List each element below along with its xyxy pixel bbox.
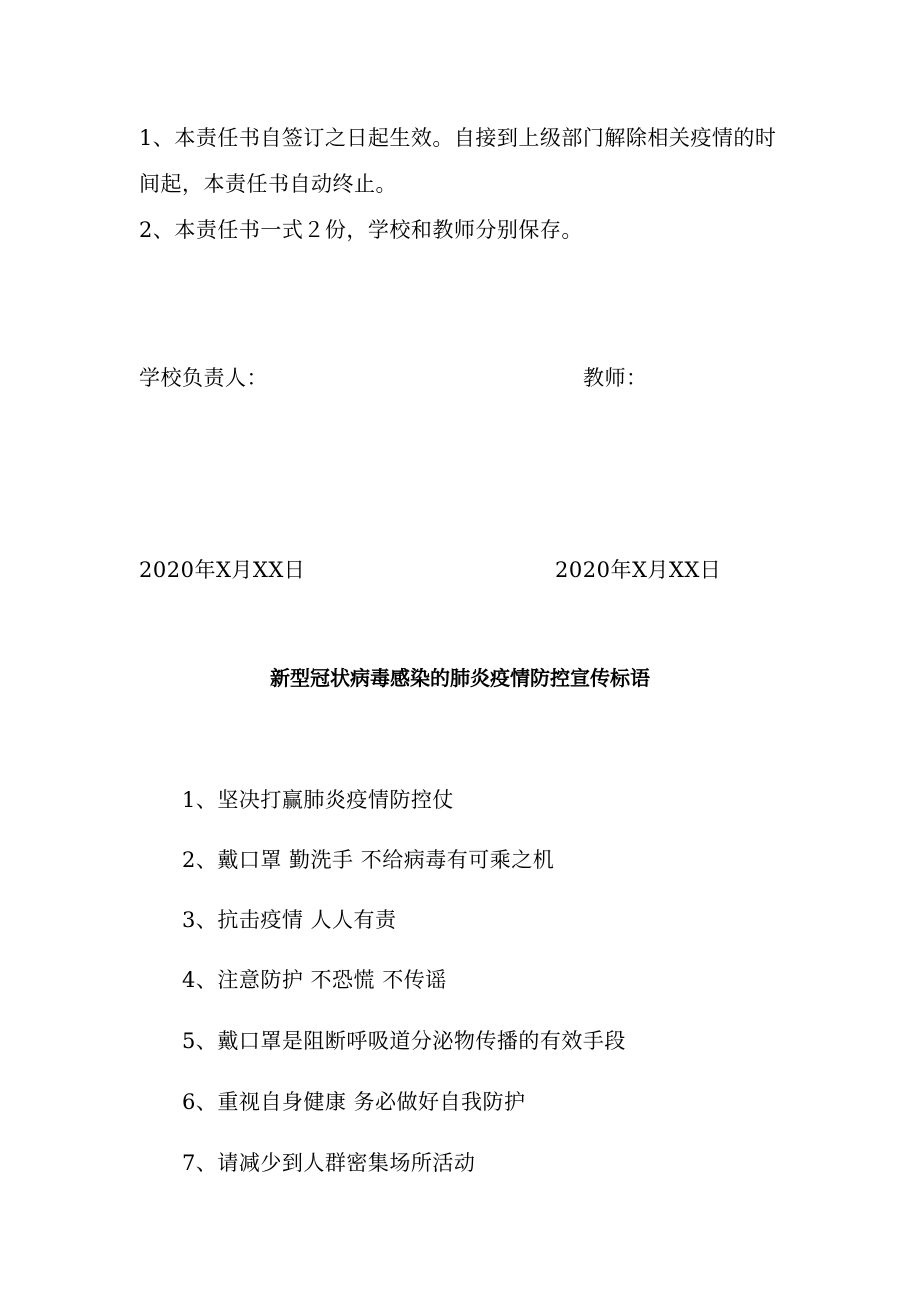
slogan-item: 7、请减少到人群密集场所活动 (182, 1151, 476, 1175)
slogan-item: 3、抗击疫情 人人有责 (182, 908, 397, 932)
slogan-item: 1、坚决打赢肺炎疫情防控仗 (182, 788, 454, 812)
slogan-item: 4、注意防护 不恐慌 不传谣 (182, 968, 447, 992)
school-signature-label: 学校负责人： (139, 366, 268, 390)
clause-1-line-2: 间起，本责任书自动终止。 (139, 172, 397, 196)
clause-2: 2、本责任书一式２份，学校和教师分别保存。 (139, 218, 583, 242)
slogans-title: 新型冠状病毒感染的肺炎疫情防控宣传标语 (270, 666, 650, 690)
slogan-item: 5、戴口罩是阻断呼吸道分泌物传播的有效手段 (182, 1029, 626, 1053)
slogan-item: 2、戴口罩 勤洗手 不给病毒有可乘之机 (182, 848, 555, 872)
teacher-signature-date: 2020年X月XX日 (555, 558, 722, 582)
school-signature-date: 2020年X月XX日 (139, 558, 306, 582)
clause-1-line-1: 1、本责任书自签订之日起生效。自接到上级部门解除相关疫情的时 (139, 126, 777, 150)
slogan-item: 6、重视自身健康 务必做好自我防护 (182, 1090, 526, 1114)
teacher-signature-label: 教师： (583, 366, 648, 390)
